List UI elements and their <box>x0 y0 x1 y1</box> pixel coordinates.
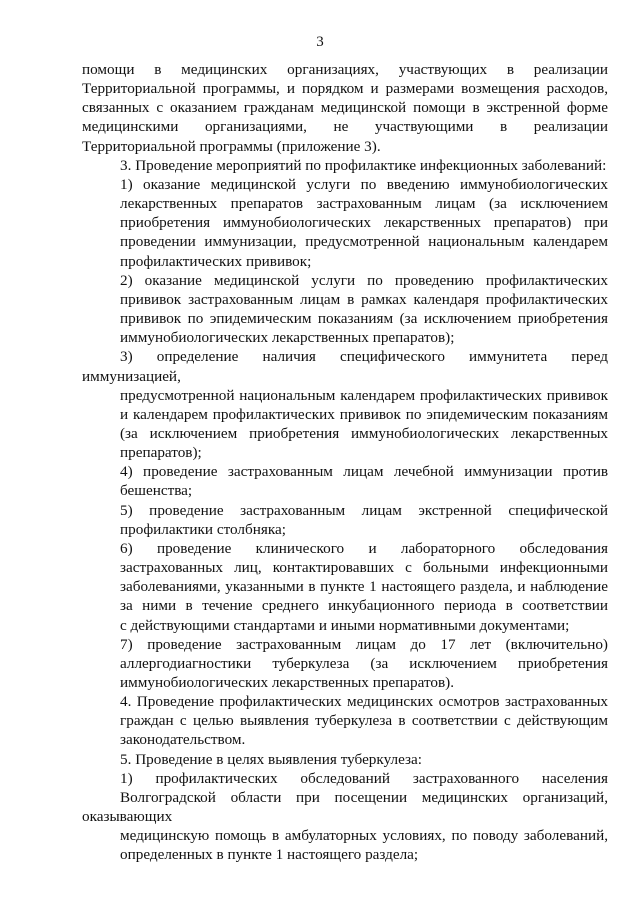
text-line: профилактических прививок; <box>120 252 312 270</box>
paragraph <box>82 156 608 175</box>
text-line: лекарственных препаратов застрахованным лицам (за исключением <box>120 195 608 213</box>
paragraph <box>82 462 608 500</box>
text-line: граждан с целью выявления туберкулеза в соответствии с действующим <box>120 712 608 730</box>
text-line: законодательством. <box>120 731 246 749</box>
text-line: профилактики столбняка; <box>120 520 286 538</box>
text-line: и календарем профилактических прививок по эпидемическим показаниям <box>120 405 608 423</box>
paragraph <box>82 347 608 462</box>
text-line: препаратов); <box>120 444 202 462</box>
paragraph <box>82 501 608 539</box>
text-line: (за исключением приобретения иммунобиологических лекарственных <box>120 424 608 442</box>
paragraph <box>82 769 608 865</box>
text-line: медицинскими организациями, не участвующими в реализации <box>82 118 608 136</box>
text-line: бешенства; <box>120 482 193 500</box>
text-line: приобретения иммунобиологических лекарственных препаратов) при <box>120 214 608 232</box>
text-line: Территориальной программы (приложение 3). <box>82 137 381 155</box>
paragraph <box>82 271 608 348</box>
paragraph <box>82 692 608 749</box>
text-line: медицинскую помощь в амбулаторных условиях, по поводу заболеваний, <box>120 827 608 845</box>
text-line: помощи в медицинских организациях, участвующих в реализации <box>82 61 608 78</box>
paragraph <box>82 539 608 635</box>
text-line: с действующими стандартами и иными нормативными документами; <box>120 616 570 634</box>
page-number: 3 <box>316 34 324 50</box>
text-line: 4. Проведение профилактических медицинских осмотров застрахованных <box>120 693 608 711</box>
text-line: 7) проведение застрахованным лицам до 17 лет (включительно) <box>120 635 608 653</box>
text-line: Волгоградской области при посещении медицинских организаций, оказывающих <box>82 788 608 826</box>
text-line: застрахованных лиц, контактировавших с больными инфекционными <box>120 559 608 577</box>
text-line: определенных в пункте 1 настоящего раздела; <box>120 846 419 864</box>
text-line: 6) проведение клинического и лабораторного обследования <box>120 539 608 557</box>
text-line: 1) профилактических обследований застрахованного населения <box>120 769 608 787</box>
paragraph <box>82 175 608 271</box>
paragraph <box>82 635 608 692</box>
text-line: иммунобиологических лекарственных препаратов). <box>120 674 455 691</box>
text-line: иммунобиологических лекарственных препаратов); <box>120 329 455 347</box>
text-line: Территориальной программы, и порядком и размерами возмещения расходов, <box>82 80 608 98</box>
text-line: за ними в течение среднего инкубационного периода в соответствии <box>120 597 608 615</box>
text-line: 3) определение наличия специфического иммунитета перед иммунизацией, <box>82 348 608 385</box>
text-line: прививок застрахованным лицам в рамках календаря профилактических <box>120 290 608 308</box>
text-line: 5. Проведение в целях выявления туберкулеза: <box>120 750 422 768</box>
text-line: проведении иммунизации, предусмотренной национальным календарем <box>120 233 608 251</box>
paragraph <box>82 60 608 156</box>
text-line: заболеваниями, указанными в пункте 1 настоящего раздела, и наблюдение <box>120 578 608 596</box>
text-line: 1) оказание медицинской услуги по введению иммунобиологических <box>120 175 608 193</box>
text-line: 2) оказание медицинской услуги по проведению профилактических <box>120 271 608 289</box>
text-line: 5) проведение застрахованным лицам экстренной специфической <box>120 501 608 519</box>
text-line: предусмотренной национальным календарем профилактических прививок <box>120 386 608 404</box>
text-line: 4) проведение застрахованным лицам лечебной иммунизации против <box>120 463 608 481</box>
paragraph <box>82 750 608 769</box>
text-line: 3. Проведение мероприятий по профилактике инфекционных заболеваний: <box>120 156 607 174</box>
text-line: связанных с оказанием гражданам медицинской помощи в экстренной форме <box>82 99 608 117</box>
document-body <box>82 60 608 865</box>
text-line: прививок по эпидемическим показаниям (за исключением приобретения <box>120 310 608 328</box>
text-line: аллергодиагностики туберкулеза (за исключением приобретения <box>120 654 608 672</box>
